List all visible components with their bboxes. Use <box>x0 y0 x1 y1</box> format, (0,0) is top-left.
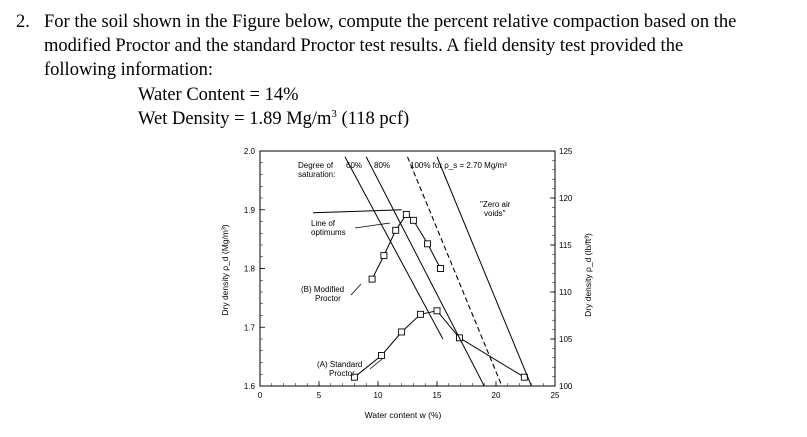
right-ticks <box>550 147 573 391</box>
bottom-tick-label: 15 <box>432 391 442 400</box>
right-tick-label: 120 <box>559 194 573 203</box>
series-line-4 <box>366 157 484 386</box>
zero-air-label-1: "Zero air <box>480 200 511 209</box>
compaction-figure <box>208 145 600 435</box>
left-axis-label: Dry density ρ_d (Mg/m³) <box>220 224 230 316</box>
left-ticks <box>244 147 265 391</box>
saturation-label: saturation: <box>298 170 336 179</box>
saturation-100-line <box>437 157 531 386</box>
right-tick-label: 105 <box>559 335 573 344</box>
plot-frame <box>260 151 555 386</box>
right-tick-label: 125 <box>559 147 573 156</box>
bottom-tick-label: 10 <box>373 391 383 400</box>
left-tick-label: 1.6 <box>243 382 255 391</box>
bottom-tick-label: 20 <box>491 391 501 400</box>
problem-number: 2. <box>16 12 30 32</box>
curves <box>313 157 531 386</box>
problem-line-2: modified Proctor and the standard Proctor test results. A field density test provided the <box>44 36 684 56</box>
label-60: 60% <box>346 161 363 170</box>
optimums-label-2: optimums <box>311 228 346 237</box>
bottom-tick-label: 0 <box>257 391 263 400</box>
data-point <box>410 217 416 223</box>
data-point <box>381 253 387 259</box>
data-point <box>417 311 423 317</box>
modified-pointer <box>351 284 361 295</box>
data-point <box>379 352 385 358</box>
data-point <box>399 329 405 335</box>
data-point <box>434 308 440 314</box>
standard-proctor-label-1: (A) Standard <box>317 360 363 369</box>
series-line-0 <box>354 311 524 377</box>
modified-proctor-label-1: (B) Modified <box>301 285 345 294</box>
label-100: 100% for ρ_s = 2.70 Mg/m³ <box>410 161 507 170</box>
optimums-label-1: Line of <box>311 219 336 228</box>
modified-proctor-label-2: Proctor <box>315 294 341 303</box>
compaction-chart <box>208 145 600 430</box>
bottom-tick-label: 25 <box>550 391 560 400</box>
data-point <box>425 241 431 247</box>
degree-saturation-label: Degree of <box>298 161 334 170</box>
label-80: 80% <box>374 161 391 170</box>
bottom-tick-label: 5 <box>316 391 322 400</box>
water-content-info: Water Content = 14% <box>138 85 299 105</box>
right-axis-label: Dry density ρ_d (lb/ft³) <box>583 233 593 317</box>
series-line-5 <box>408 157 502 386</box>
right-tick-label: 110 <box>559 288 572 297</box>
problem-line-3: following information: <box>44 60 214 80</box>
left-tick-label: 1.8 <box>243 264 255 274</box>
left-tick-label: 1.7 <box>243 323 255 333</box>
zero-air-label-2: voids" <box>484 209 506 218</box>
data-point <box>438 266 444 272</box>
series-line-3 <box>345 157 443 339</box>
data-point <box>369 276 375 282</box>
left-tick-label: 1.9 <box>243 205 255 215</box>
data-point <box>403 211 409 217</box>
right-tick-label: 115 <box>559 241 572 250</box>
problem-line-1: For the soil shown in the Figure below, compute the percent relative compaction based on the <box>44 12 737 32</box>
wet-density-info: Wet Density = 1.89 $Mg/m^3$ (118 pcf) <box>138 107 410 129</box>
left-tick-label: 2.0 <box>243 147 255 156</box>
bottom-ticks <box>258 381 560 400</box>
data-point <box>393 227 399 233</box>
optimums-pointer <box>355 223 390 228</box>
series-line-2 <box>313 210 402 213</box>
right-tick-label: 100 <box>559 382 573 391</box>
standard-proctor-label-2: Proctor <box>329 369 355 378</box>
x-axis-label: Water content w (%) <box>364 410 442 420</box>
